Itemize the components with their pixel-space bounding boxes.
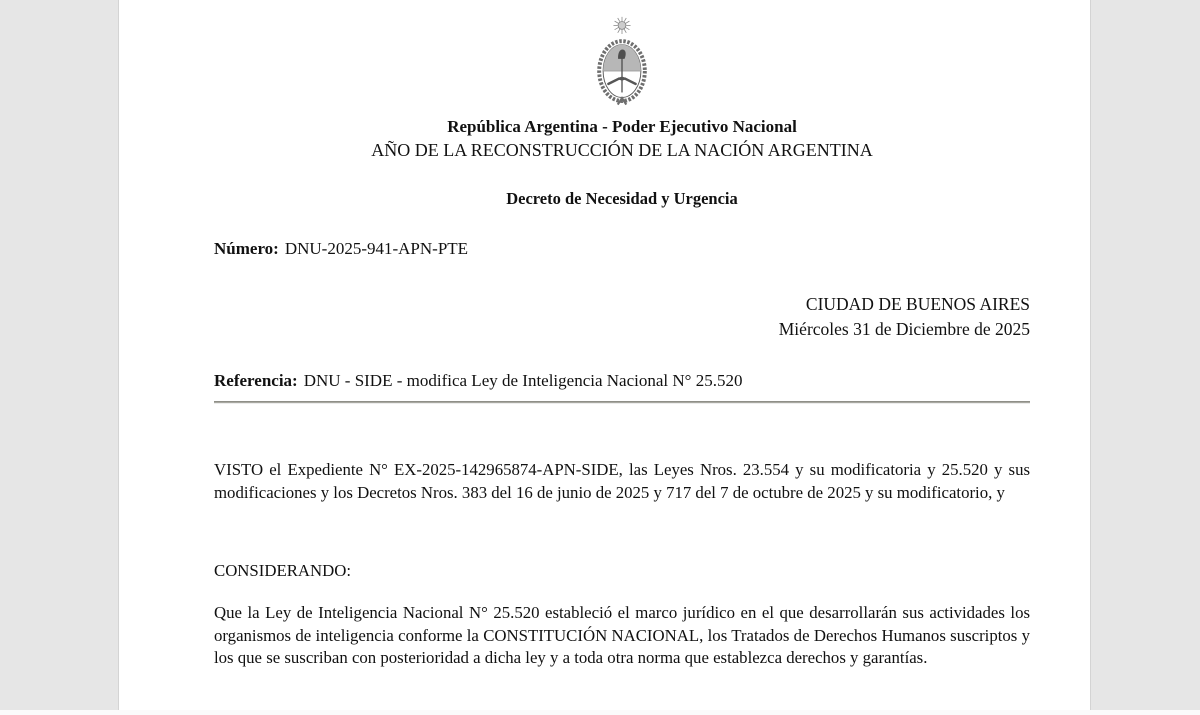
visto-paragraph: VISTO el Expediente N° EX-2025-142965874-APN-SIDE, las Leyes Nros. 23.554 y su modificatoria y 25.520 y sus modificaciones y los Decretos Nros. 383 del 16 de junio de 2025 y 717 del 7 de octubre de 2025 y su modificatorio, y	[214, 460, 1030, 502]
city-date-block	[214, 292, 1030, 342]
argentina-coat-of-arms-icon	[586, 14, 658, 111]
document-number-row	[214, 239, 1030, 258]
considerando-heading: CONSIDERANDO:	[214, 561, 352, 580]
crest-container	[214, 14, 1030, 111]
city-line: CIUDAD DE BUENOS AIRES	[805, 294, 1030, 314]
document-page	[118, 0, 1091, 715]
reference-row	[214, 371, 1030, 390]
reference-label: Referencia:	[214, 371, 298, 390]
year-motto: AÑO DE LA RECONSTRUCCIÓN DE LA NACIÓN ARGENTINA	[371, 140, 873, 160]
considerando-paragraph: Que la Ley de Inteligencia Nacional N° 25.520 estableció el marco jurídico en el que desarrollarán sus actividades los organismos de inteligencia conforme la CONSTITUCIÓN NACIONAL, los Tratados de Derechos Humanos suscriptos y los que se suscriban con posterioridad a dicha ley y a toda otra norma que establezca derechos y garantías.	[214, 603, 1030, 667]
number-value: DNU-2025-941-APN-PTE	[284, 239, 469, 258]
date-line: Miércoles 31 de Diciembre de 2025	[778, 319, 1030, 339]
section-divider	[214, 401, 1030, 404]
reference-value: DNU - SIDE - modifica Ley de Inteligencia Nacional N° 25.520	[303, 371, 743, 390]
number-label: Número:	[214, 239, 279, 258]
document-type-title: Decreto de Necesidad y Urgencia	[506, 189, 738, 208]
horizontal-scrollbar-track[interactable]	[0, 710, 1200, 715]
org-title: República Argentina - Poder Ejecutivo Nacional	[447, 117, 797, 136]
